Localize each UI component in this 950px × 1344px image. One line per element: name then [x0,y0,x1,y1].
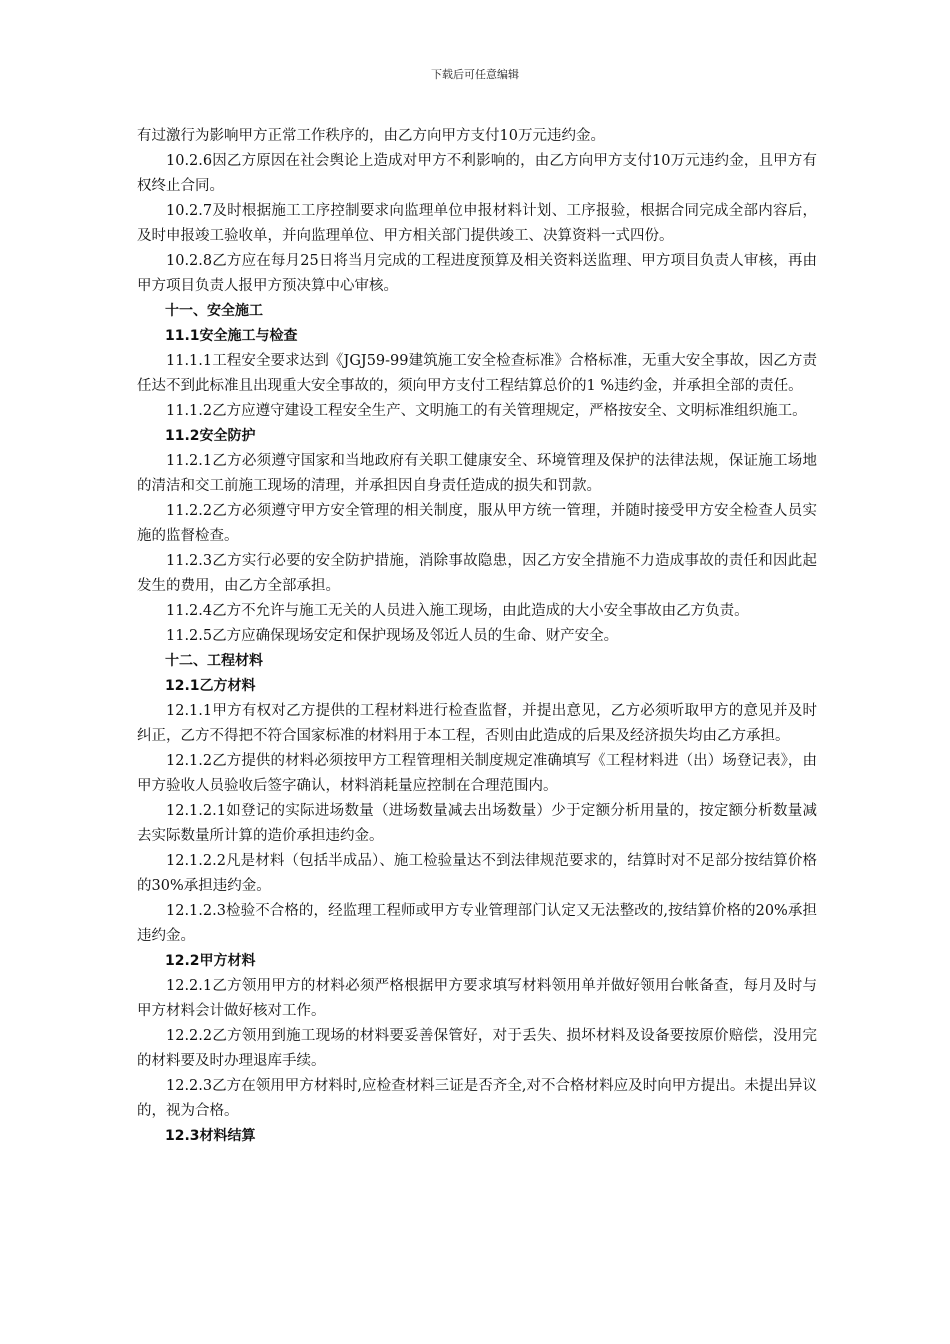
subsection-heading: 11.1安全施工与检查 [165,328,298,344]
paragraph: 10.2.8乙方应在每月25日将当月完成的工程进度预算及相关资料送监理、甲方项目负责人审核，再由甲方项目负责人报甲方预决算中心审核。 [137,253,817,294]
subsection-heading: 11.2安全防护 [165,428,256,444]
paragraph: 10.2.6因乙方原因在社会舆论上造成对甲方不利影响的，由乙方向甲方支付10万元违约金，且甲方有权终止合同。 [137,153,817,194]
paragraph: 有过激行为影响甲方正常工作秩序的，由乙方向甲方支付10万元违约金。 [137,128,605,144]
paragraph: 12.1.2.1如登记的实际进场数量（进场数量减去出场数量）少于定额分析用量的，按定额分析数量减去实际数量所计算的造价承担违约金。 [137,803,817,844]
paragraph: 12.1.2乙方提供的材料必须按甲方工程管理相关制度规定准确填写《工程材料进（出）场登记表》，由甲方验收人员验收后签字确认，材料消耗量应控制在合理范围内。 [137,753,817,794]
paragraph: 11.2.5乙方应确保现场安定和保护现场及邻近人员的生命、财产安全。 [166,628,619,644]
paragraph: 12.1.1甲方有权对乙方提供的工程材料进行检查监督，并提出意见，乙方必须听取甲方的意见并及时纠正，乙方不得把不符合国家标准的材料用于本工程，否则由此造成的后果及经济损失均由乙方承担。 [137,703,817,744]
subsection-heading: 12.2甲方材料 [165,953,256,969]
paragraph: 12.2.1乙方领用甲方的材料必须严格根据甲方要求填写材料领用单并做好领用台帐备查，每月及时与甲方材料会计做好核对工作。 [137,978,817,1019]
paragraph: 11.2.2乙方必须遵守甲方安全管理的相关制度，服从甲方统一管理，并随时接受甲方安全检查人员实施的监督检查。 [137,503,817,544]
paragraph: 11.2.1乙方必须遵守国家和当地政府有关职工健康安全、环境管理及保护的法律法规，保证施工场地的清洁和交工前施工现场的清理，并承担因自身责任造成的损失和罚款。 [137,453,817,494]
paragraph: 11.2.4乙方不允许与施工无关的人员进入施工现场，由此造成的大小安全事故由乙方负责。 [166,603,749,619]
paragraph: 12.1.2.2凡是材料（包括半成品）、施工检验量达不到法律规范要求的，结算时对不足部分按结算价格的30%承担违约金。 [137,853,817,894]
paragraph: 11.1.2乙方应遵守建设工程安全生产、文明施工的有关管理规定，严格按安全、文明标准组织施工。 [166,403,807,419]
paragraph: 12.2.2乙方领用到施工现场的材料要妥善保管好，对于丢失、损坏材料及设备要按原价赔偿，没用完的材料要及时办理退库手续。 [137,1028,817,1069]
section-heading: 十一、安全施工 [165,303,263,319]
paragraph: 10.2.7及时根据施工工序控制要求向监理单位申报材料计划、工序报验，根据合同完成全部内容后，及时申报竣工验收单，并向监理单位、甲方相关部门提供竣工、决算资料一式四份。 [137,203,817,244]
paragraph: 11.1.1工程安全要求达到《JGJ59-99建筑施工安全检查标准》合格标准，无重大安全事故，因乙方责任达不到此标准且出现重大安全事故的，须向甲方支付工程结算总价的1 %违约金，并承担全部的责任。 [137,353,817,394]
document-body [137,124,817,1149]
section-heading: 十二、工程材料 [165,653,263,669]
subsection-heading: 12.1乙方材料 [165,678,256,694]
page-header: 下载后可任意编辑 [431,68,519,81]
paragraph: 12.1.2.3检验不合格的，经监理工程师或甲方专业管理部门认定又无法整改的,按结算价格的20%承担违约金。 [137,903,817,944]
paragraph: 12.2.3乙方在领用甲方材料时,应检查材料三证是否齐全,对不合格材料应及时向甲方提出。未提出异议的，视为合格。 [137,1078,817,1119]
paragraph: 11.2.3乙方实行必要的安全防护措施，消除事故隐患，因乙方安全措施不力造成事故的责任和因此起发生的费用，由乙方全部承担。 [137,553,817,594]
subsection-heading: 12.3材料结算 [165,1128,256,1144]
